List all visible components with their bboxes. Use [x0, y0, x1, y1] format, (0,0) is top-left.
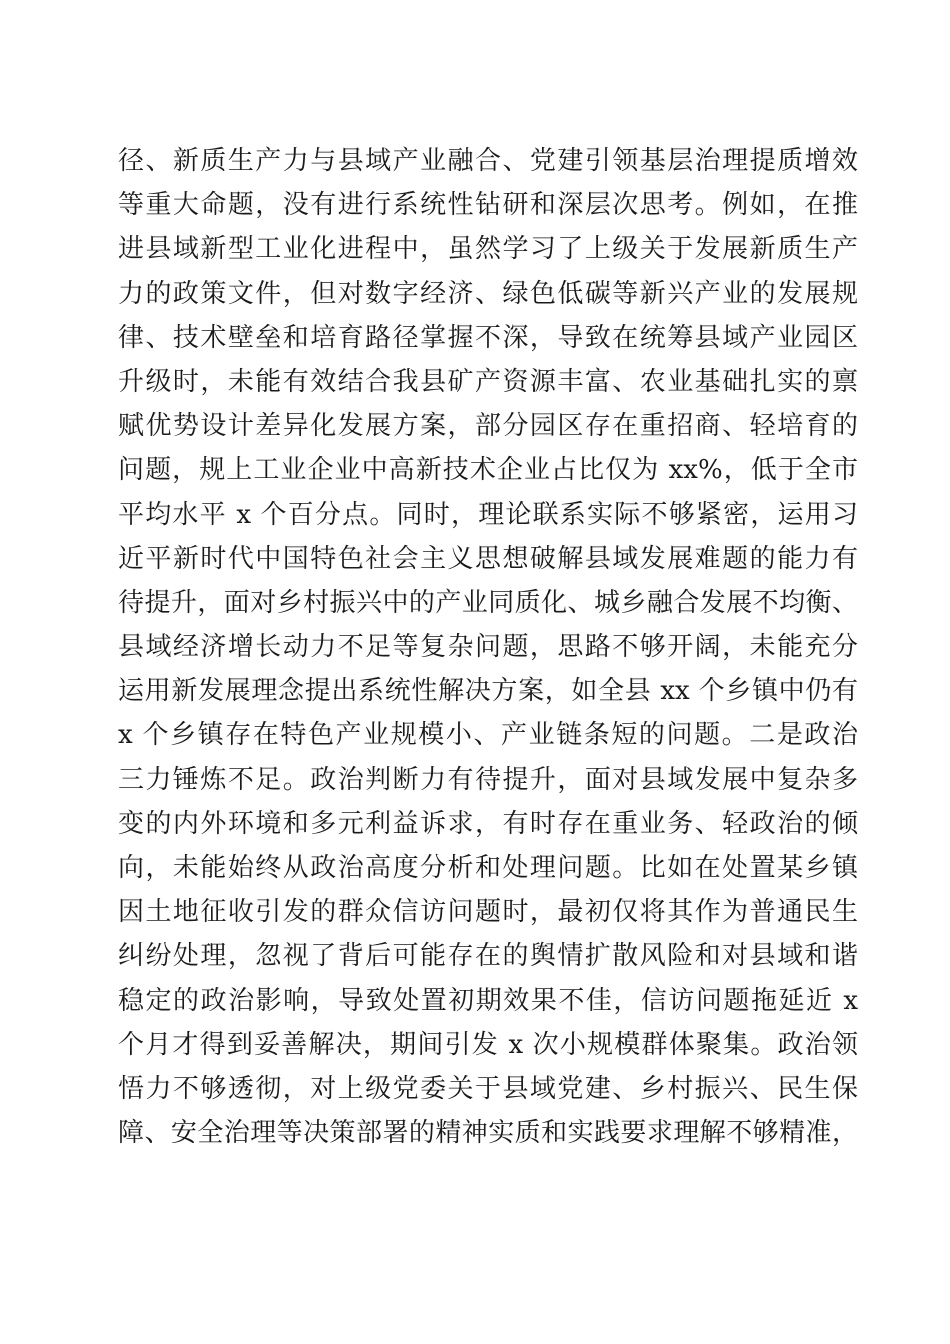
text-line-10: 近平新时代中国特色社会主义思想破解县域发展难题的能力有 [118, 543, 858, 574]
text-line-23: 障、安全治理等决策部署的精神实质和实践要求理解不够精准， [118, 1118, 858, 1149]
text-line-13: 运用新发展理念提出系统性解决方案，如全县 xx 个乡镇中仍有 [118, 676, 858, 707]
text-line-11: 待提升，面对乡村振兴中的产业同质化、城乡融合发展不均衡、 [118, 587, 858, 618]
text-line-16: 变的内外环境和多元利益诉求，有时存在重业务、轻政治的倾 [118, 808, 858, 839]
text-line-21: 个月才得到妥善解决，期间引发 x 次小规模群体聚集。政治领 [118, 1029, 858, 1060]
text-line-8: 问题，规上工业企业中高新技术企业占比仅为 xx%，低于全市 [118, 455, 858, 486]
text-line-3: 进县域新型工业化进程中，虽然学习了上级关于发展新质生产 [118, 234, 858, 265]
text-line-22: 悟力不够透彻，对上级党委关于县域党建、乡村振兴、民生保 [118, 1073, 858, 1104]
text-line-19: 纠纷处理，忽视了背后可能存在的舆情扩散风险和对县域和谐 [118, 941, 858, 972]
text-line-9: 平均水平 x 个百分点。同时，理论联系实际不够紧密，运用习 [118, 499, 858, 530]
text-line-14: x 个乡镇存在特色产业规模小、产业链条短的问题。二是政治 [118, 720, 858, 751]
text-line-15: 三力锤炼不足。政治判断力有待提升，面对县域发展中复杂多 [118, 764, 858, 795]
text-line-20: 稳定的政治影响，导致处置初期效果不佳，信访问题拖延近 x [118, 985, 858, 1016]
text-line-18: 因土地征收引发的群众信访问题时，最初仅将其作为普通民生 [118, 897, 858, 928]
text-line-4: 力的政策文件，但对数字经济、绿色低碳等新兴产业的发展规 [118, 278, 858, 309]
text-line-5: 律、技术壁垒和培育路径掌握不深，导致在统筹县域产业园区 [118, 322, 858, 353]
text-line-2: 等重大命题，没有进行系统性钻研和深层次思考。例如，在推 [118, 190, 858, 221]
text-line-6: 升级时，未能有效结合我县矿产资源丰富、农业基础扎实的禀 [118, 366, 858, 397]
text-line-7: 赋优势设计差异化发展方案，部分园区存在重招商、轻培育的 [118, 411, 858, 442]
text-line-17: 向，未能始终从政治高度分析和处理问题。比如在处置某乡镇 [118, 853, 858, 883]
body-text [118, 139, 858, 1155]
text-line-1: 径、新质生产力与县域产业融合、党建引领基层治理提质增效 [118, 146, 858, 176]
text-line-12: 县域经济增长动力不足等复杂问题，思路不够开阔，未能充分 [118, 632, 858, 663]
